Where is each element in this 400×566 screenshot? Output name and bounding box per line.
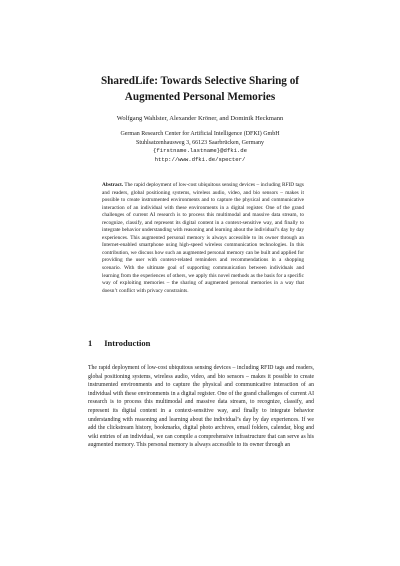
abstract: [102, 182, 304, 295]
affiliation-line-2: Stuhlsatzenhausweg 3, 66123 Saarbrücken, Germany: [136, 139, 264, 146]
section-body-introduction: The rapid deployment of low-cost ubiquitous sensing devices – including RFID tags and readers, global positioning systems, wireless audio, video, and bio sensors – makes it possible to create instrumented environments and to capture the physical and communicative interaction of an individual with these environments in a digital register. One of the grand challenges of current AI research is to process this multimodal and massive data stream, to recognize, classify, and represent its digital content in a context-sensitive way, and finally to integrate behavior understanding with reasoning and learning about the individual’s day by day experiences. If we add the clickstream history, bookmarks, digital photo archives, email folders, calendar, blog and wiki entries of an individual, we can compile a comprehensive infrastructure that can serve as his augmented memory. This personal memory is always accessible to its owner through an: [88, 365, 314, 449]
section-number: 1: [88, 338, 93, 348]
abstract-label: Abstract.: [102, 182, 124, 188]
title-line-1: SharedLife: Towards Selective Sharing of: [100, 75, 300, 87]
paper-title: [60, 74, 340, 105]
author-email: {firstname.lastname}@dfki.de: [153, 147, 247, 155]
affiliation-line-1: German Research Center for Artificial Intelligence (DFKI) GmbH: [120, 131, 280, 137]
project-url[interactable]: http://www.dfki.de/specter/: [154, 155, 246, 163]
author-list: Wolfgang Wahlster, Alexander Kröner, and Dominik Heckmann: [116, 115, 284, 122]
section-heading-introduction: [88, 338, 150, 348]
abstract-text: The rapid deployment of low-cost ubiquitous sensing devices – including RFID tags and readers, global positioning systems, wireless audio, video, and bio sensors – makes it possible to create instrumented environments and to capture the physical and communicative interaction of an individual with these environments in a digital register. One of the grand challenges of current AI research is to process this multimodal and massive data stream, to recognize, classify, and represent its digital content in a context-sensitive way, and finally to integrate behavior understanding with reasoning and learning about the individual’s day by day experiences. This augmented personal memory is always accessible to its owner through an Internet-enabled smartphone using high-speed wireless communication technologies. In this contribution, we discuss how such an augmented personal memory can be built and applied for providing the user with context-related reminders and recommendations in a shopping scenario. With the ultimate goal of supporting communication between individuals and learning from the experiences of others, we apply this novel methods as the basis for a specific way of exploiting memories – the sharing of augmented personal memories in a way that doesn’t conflict with privacy constraints.: [102, 182, 304, 294]
title-line-2: Augmented Personal Memories: [124, 90, 276, 103]
affiliation-block: [60, 130, 340, 164]
section-title: Introduction: [104, 338, 151, 348]
